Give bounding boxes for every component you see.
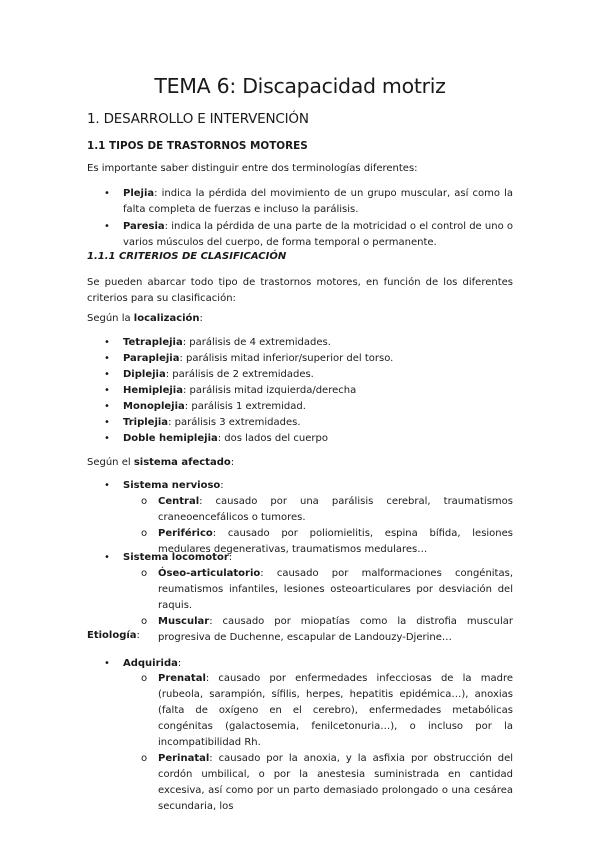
sub-bullet-icon: o — [141, 753, 148, 764]
list-item: • Sistema nervioso: — [123, 478, 513, 494]
intro-paragraph: Es importante saber distinguir entre dos terminologías diferentes: — [87, 163, 418, 174]
list-item: o Óseo-articulatorio: causado por malformaciones congénitas, reumatismos infantiles, lesiones osteoarticulares por desviación del raquis. — [141, 568, 513, 611]
list-item: o Perinatal: causado por la anoxia, y la asfixia por obstrucción del cordón umbilical, o por la anestesia suministrada en cantidad excesiva, así como por un parto demasiado prolongado o una cesárea secundaria, los — [141, 753, 513, 812]
adquirida-sublist — [141, 671, 513, 815]
list-item: • Doble hemiplejia: dos lados del cuerpo — [123, 431, 513, 447]
sistema-label: Según el sistema afectado: — [87, 457, 235, 468]
etiologia-label: Etiología: — [87, 630, 140, 641]
bullet-icon: • — [104, 353, 110, 364]
bullet-icon: • — [104, 337, 110, 348]
bullet-icon: • — [104, 552, 110, 563]
subsubsection-heading: 1.1.1 CRITERIOS DE CLASIFICACIÓN — [87, 251, 287, 262]
nervioso-sublist — [141, 494, 513, 558]
section-heading: 1. DESARROLLO E INTERVENCIÓN — [87, 111, 309, 127]
sub-bullet-icon: o — [141, 616, 148, 627]
bullet-icon: • — [104, 221, 110, 232]
term-label: Plejia — [123, 188, 155, 199]
bullet-icon: • — [104, 401, 110, 412]
bullet-icon: • — [104, 385, 110, 396]
subsection-heading: 1.1 TIPOS DE TRASTORNOS MOTORES — [87, 140, 308, 152]
list-item: o Muscular: causado por miopatías como la distrofia muscular progresiva de Duchenne, escapular de Landouzy-Djerine… — [141, 616, 513, 643]
sub-bullet-icon: o — [141, 528, 148, 539]
terms-list — [104, 186, 513, 251]
bullet-icon: • — [104, 417, 110, 428]
list-item: o Prenatal: causado por enfermedades infecciosas de la madre (rubeola, sarampión, sífilis, herpes, hepatitis epidémica…), anoxias (falta de oxígeno en el cerebro), enfermedades metabólicas congénitas (galactosemia, fenilcetonuria…), o incluso por la incompatibilidad Rh. — [141, 673, 513, 748]
localizacion-label: Según la localización: — [87, 313, 203, 324]
term-description: : indica la pérdida de una parte de la motricidad o el control de uno o varios músculos del cuerpo, de forma temporal o permanente. — [123, 221, 513, 248]
list-item: o Periférico: causado por poliomielitis, espina bífida, lesiones medulares degenerativas, traumatismos medulares… — [141, 528, 513, 555]
list-item: o Central: causado por una parálisis cerebral, traumatismos craneoencefálicos o tumores. — [141, 496, 513, 523]
bullet-icon: • — [104, 433, 110, 444]
sistema-list — [104, 550, 513, 566]
sistema-list — [104, 478, 513, 494]
list-item: • Paraplejia: parálisis mitad inferior/superior del torso. — [123, 351, 513, 367]
term-description: : indica la pérdida del movimiento de un grupo muscular, así como la falta completa de fuerzas e incluso la parálisis. — [123, 188, 513, 215]
term-label: Paresia — [123, 221, 165, 232]
list-item — [104, 186, 513, 218]
sub-bullet-icon: o — [141, 496, 148, 507]
criteria-paragraph: Se pueden abarcar todo tipo de trastornos motores, en función de los diferentes criterios para su clasificación: — [87, 277, 513, 304]
bullet-icon: • — [104, 480, 110, 491]
list-item: • Tetraplejia: parálisis de 4 extremidades. — [123, 335, 513, 351]
list-item: • Hemiplejia: parálisis mitad izquierda/derecha — [123, 383, 513, 399]
sub-bullet-icon: o — [141, 673, 148, 684]
etiologia-list — [104, 656, 513, 672]
bullet-icon: • — [104, 188, 110, 199]
list-item: • Triplejia: parálisis 3 extremidades. — [123, 415, 513, 431]
bullet-icon: • — [104, 658, 110, 669]
list-item: • Monoplejia: parálisis 1 extremidad. — [123, 399, 513, 415]
list-item: • Adquirida: — [123, 656, 513, 672]
bullet-icon: • — [104, 369, 110, 380]
list-item — [104, 219, 513, 251]
page-title: TEMA 6: Discapacidad motriz — [154, 74, 446, 98]
sub-bullet-icon: o — [141, 568, 148, 579]
list-item: • Sistema locomotor: — [123, 550, 513, 566]
localizacion-list — [104, 335, 513, 447]
list-item: • Diplejia: parálisis de 2 extremidades. — [123, 367, 513, 383]
